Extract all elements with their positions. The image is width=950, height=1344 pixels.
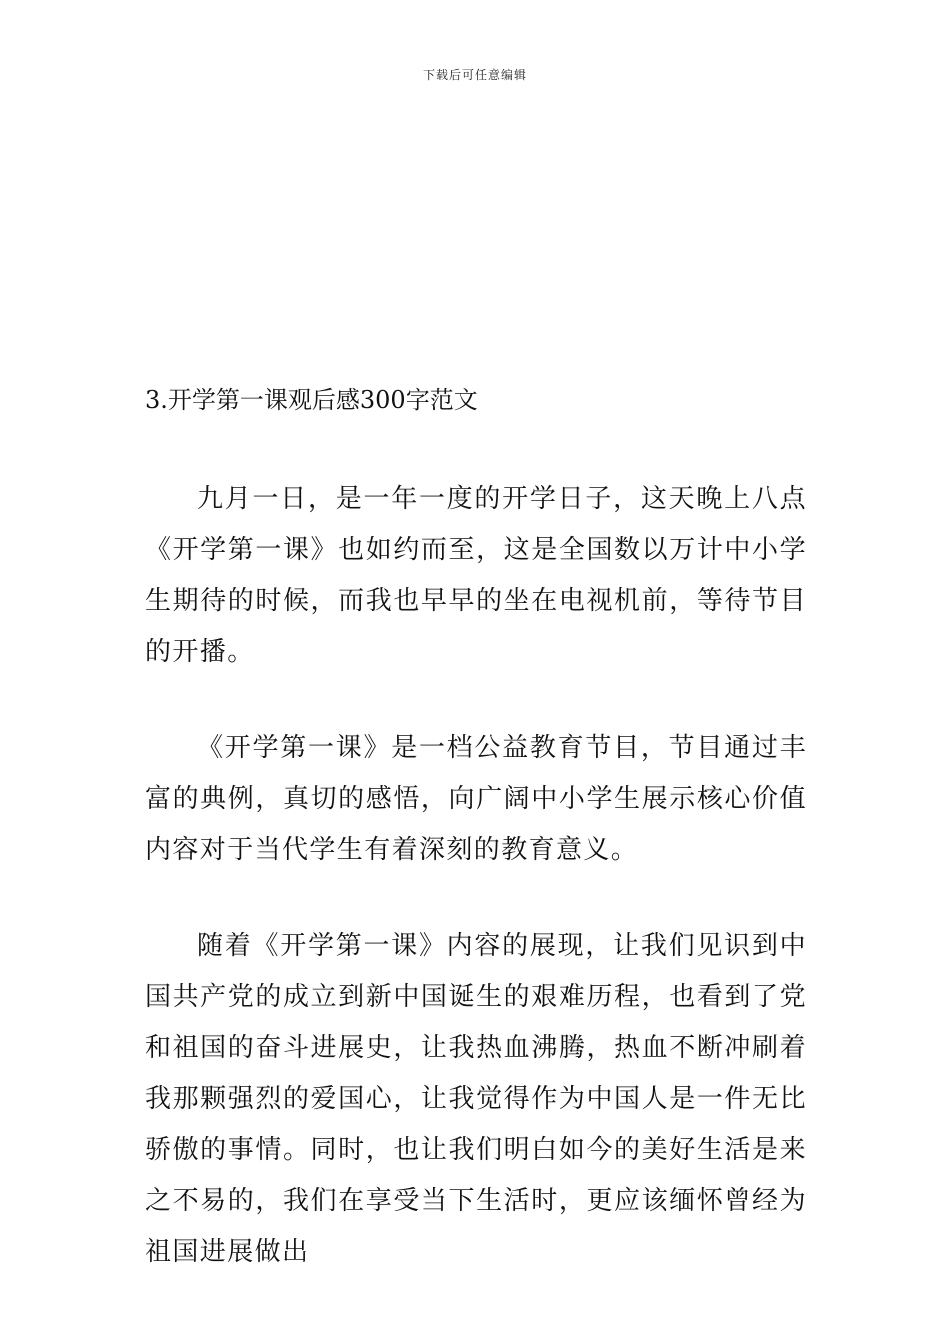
paragraph-3: 随着《开学第一课》内容的展现，让我们见识到中国共产党的成立到新中国诞生的艰难历程，也看到了党和祖国的奋斗进展史，让我热血沸腾，热血不断冲刷着我那颗强烈的爱国心，让我觉得作为中国人是一件无比骄傲的事情。同时，也让我们明白如今的美好生活是来之不易的，我们在享受当下生活时，更应该缅怀曾经为祖国进展做出 xyxy=(145,931,807,1267)
paragraph-2: 《开学第一课》是一档公益教育节目，节目通过丰富的典例，真切的感悟，向广阔中小学生展示核心价值内容对于当代学生有着深刻的教育意义。 xyxy=(145,733,807,865)
header-note: 下载后可任意编辑 xyxy=(422,68,527,82)
paragraph-1: 九月一日，是一年一度的开学日子，这天晚上八点《开学第一课》也如约而至，这是全国数以万计中小学生期待的时候，而我也早早的坐在电视机前，等待节目的开播。 xyxy=(145,484,807,667)
document-heading: 3.开学第一课观后感300字范文 xyxy=(145,386,478,414)
document-body xyxy=(145,380,807,1323)
